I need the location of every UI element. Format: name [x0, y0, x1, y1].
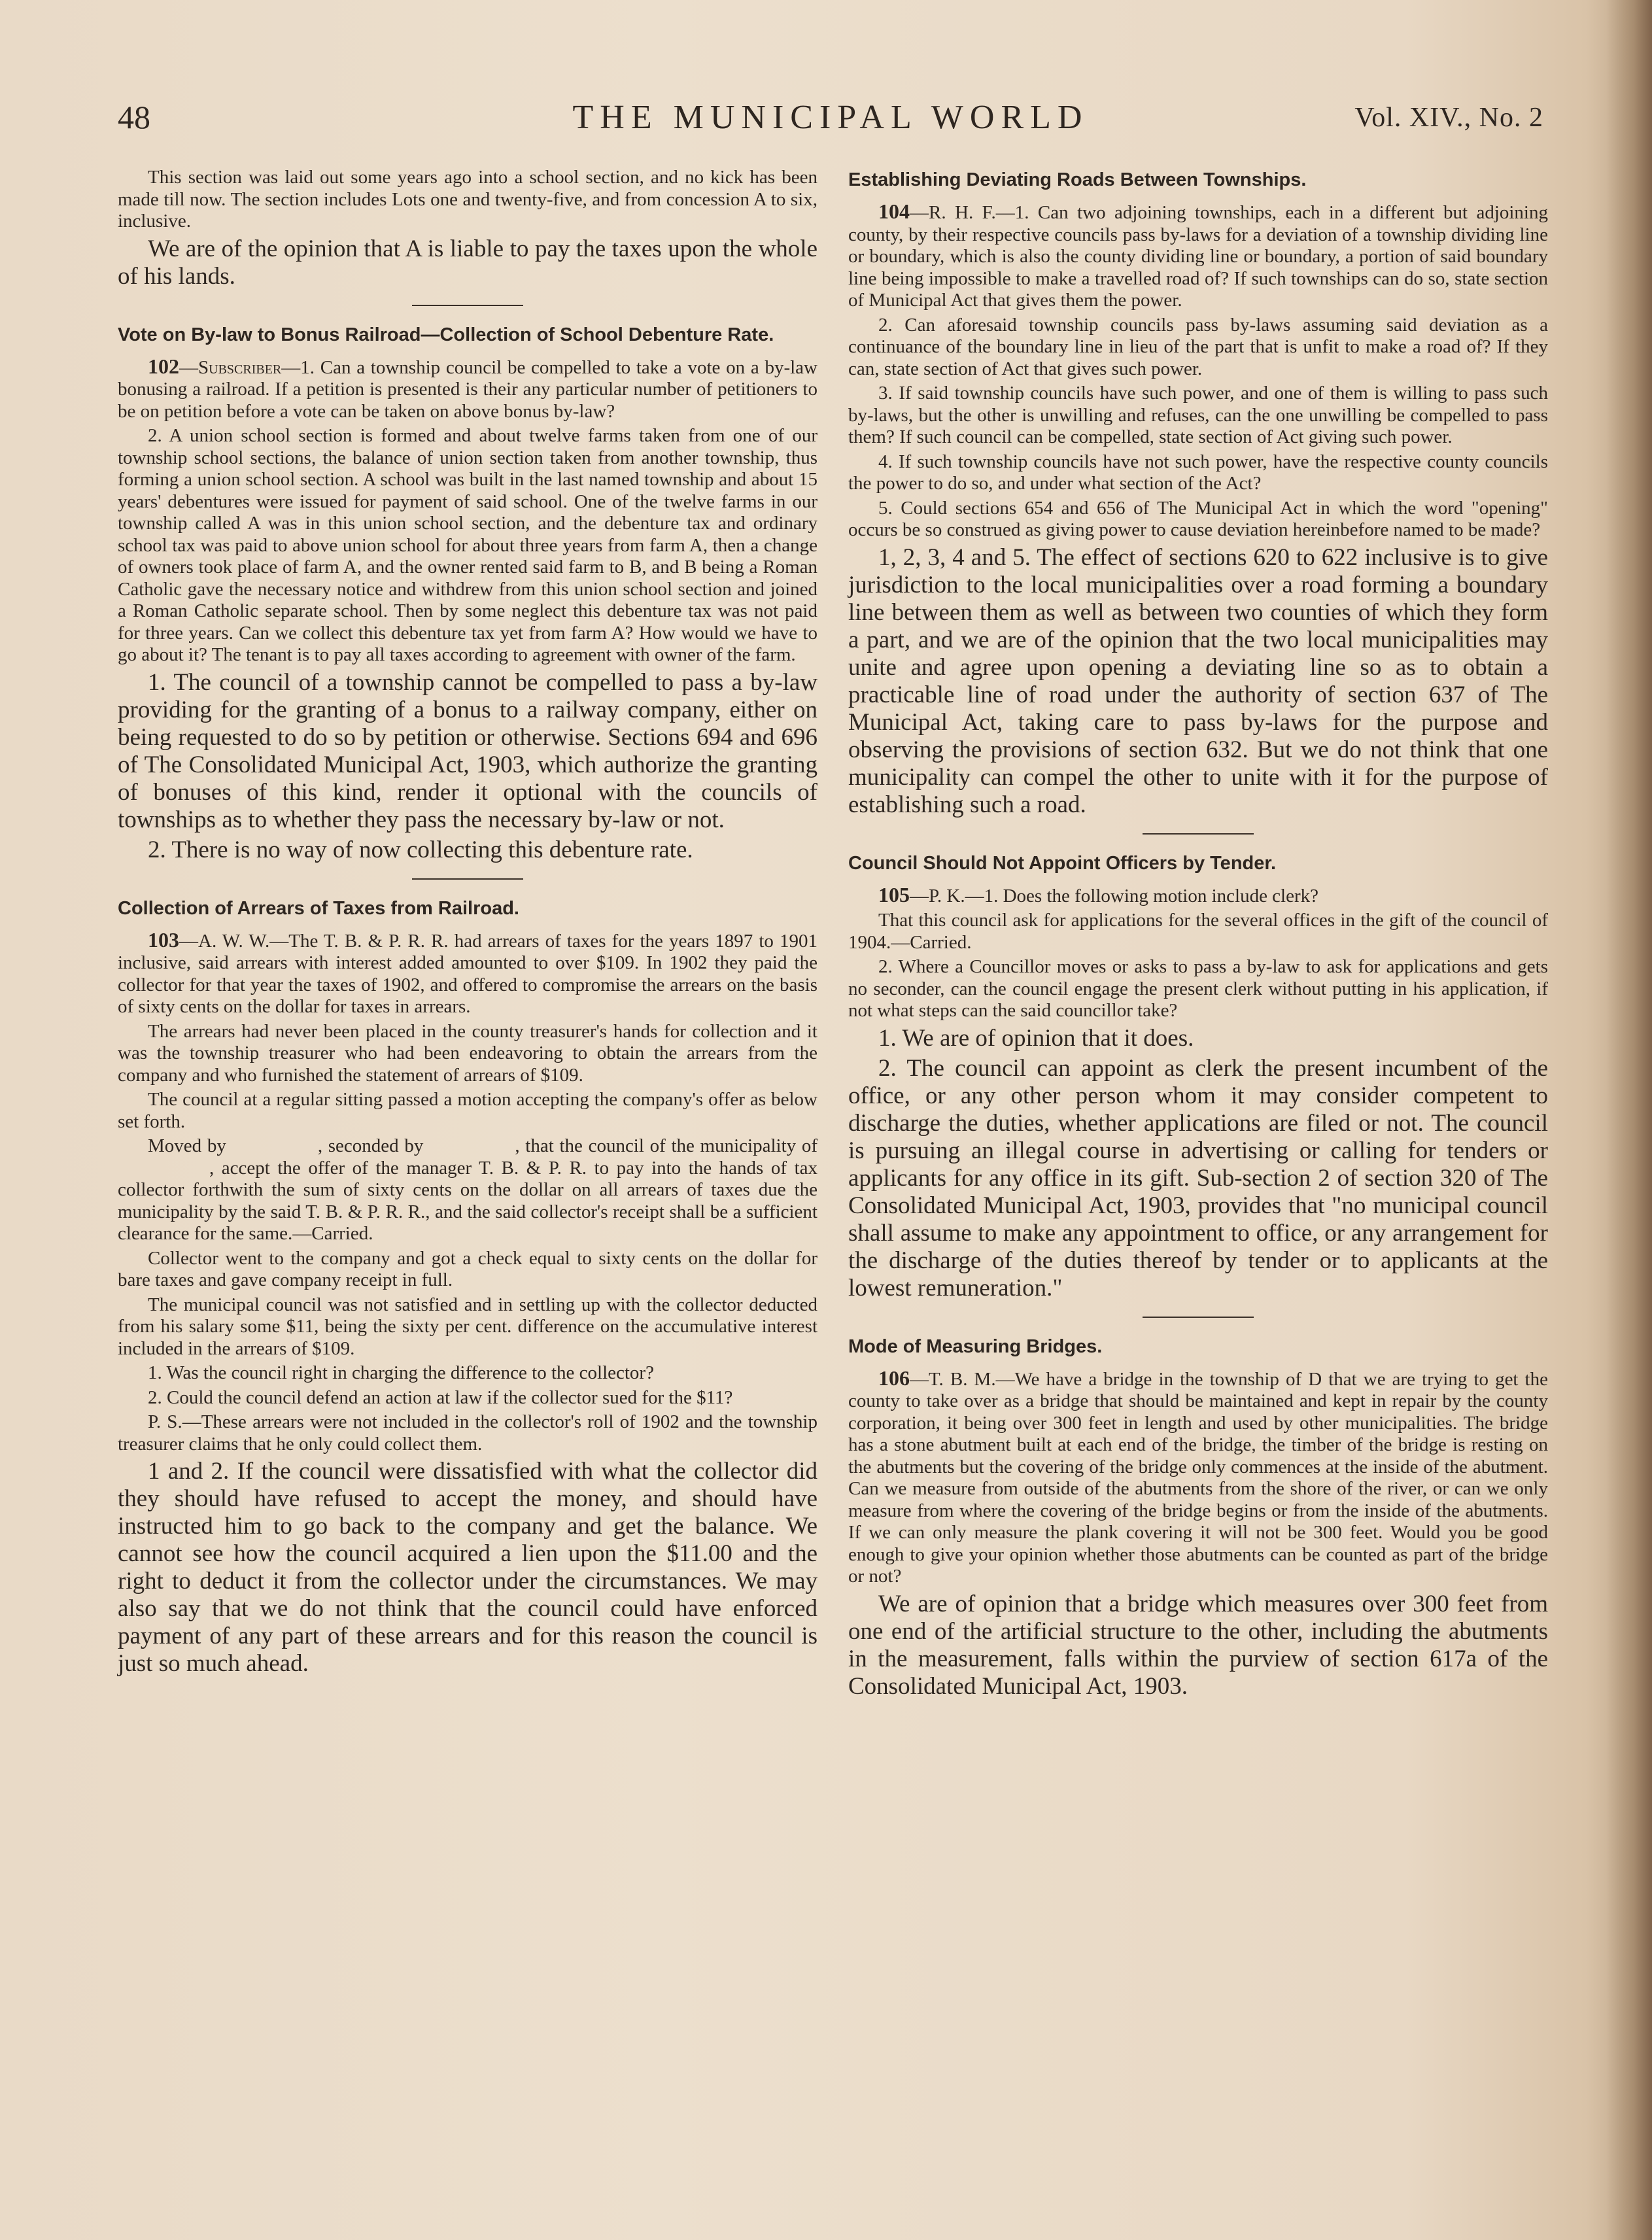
motion-text: , seconded by [317, 1135, 424, 1156]
intro-answer: We are of the opinion that A is liable to pay the taxes upon the whole of his lands. [118, 235, 817, 290]
question-105-part-1 [848, 884, 1548, 908]
page-header [118, 98, 1543, 144]
question-102-part-2: 2. A union school section is formed and about twelve farms taken from one of our township school sections, the balance of union section taken from another township, thus forming a union school section. A school was built in the last named township and about 15 years' debentures were issued for payment of said school. One of the twelve farms in our township called A was in this union school section, and the debenture tax and ordinary school tax was paid to above union school for about three years from farm A, then a change of owners took place of farm A, and the owner rented said farm to B, and B being a Roman Catholic gave the necessary notice and withdrew from this union school section and joined a Roman Catholic separate school. Then by some neglect this debenture tax was not paid for three years. Can we collect this debenture tax yet from farm A? How would we have to go about it? The tenant is to pay all taxes according to agreement with owner of the farm. [118, 425, 817, 665]
question-103-part-6: The municipal council was not satisfied and in settling up with the collector deducted from his salary some $11, being the sixty per cent. difference on the accumulative interest included in the arrears of $109. [118, 1294, 817, 1359]
section-heading-106: Mode of Measuring Bridges. [848, 1335, 1103, 1357]
question-106 [848, 1368, 1548, 1588]
intro-question: This section was laid out some years ago into a school section, and no kick has been made till now. The section includes Lots one and twenty-five, and from concession A to six, inclusive. [118, 167, 817, 232]
question-text: —T. B. M.—We have a bridge in the township of D that we are trying to get the county to take over as a bridge that should be maintained and kept in repair by the county corporation, it being over 300 feet in length and used by other municipalities. The bridge has a stone abutment built at each end of the bridge, the timber of the bridge is resting on the abutments but the covering of the bridge only commences at the inside of the abutment. Can we measure from outside of the abutments from the shore of the river, or can we only measure from where the covering of the bridge begins or from the inside of the abutments. If we can only measure the plank covering it will not be 300 feet. Would you be good enough to give your opinion whether those abutments can be counted as part of the bridge or not? [848, 1368, 1548, 1587]
question-105-part-2: That this council ask for applications for the several offices in the gift of the council of 1904.—Carried. [848, 910, 1548, 953]
motion-text: , that the council of the municipality of [515, 1135, 817, 1156]
answer-106: We are of opinion that a bridge which measures over 300 feet from one end of the artificial structure to the other, including the abutments in the measurement, falls within the purview of section 617a of the Consolidated Municipal Act, 1903. [848, 1590, 1548, 1700]
question-number: 103 [148, 927, 179, 952]
left-column [118, 167, 817, 1680]
question-number: 105 [878, 882, 910, 906]
question-103-part-3: The council at a regular sitting passed a motion accepting the company's offer as below set forth. [118, 1089, 817, 1132]
motion-text: , accept the offer of the manager T. B. & P. R. to pay into the hands of tax collector forthwith the sum of sixty cents on the dollar on all arrears of taxes due the municipality by the said T. B. & P. R. R., and the said collector's receipt shall be a sufficient clearance for the same.—Carried. [118, 1157, 817, 1244]
question-sender: —Subscriber— [179, 356, 301, 378]
question-text: —A. W. W.—The T. B. & P. R. R. had arrears of taxes for the years 1897 to 1901 inclusive, said arrears with interest added amounted to over $109. In 1902 they paid the collector for that year the taxes of 1902, and offered to compromise the arrears on the basis of sixty cents on the dollar for taxes in arrears. [118, 930, 817, 1017]
question-104-part-3: 3. If said township councils have such power, and one of them is willing to pass such by-laws, but the other is unwilling and refuses, can the one unwilling be compelled to pass them? If such council can be compelled, state section of Act giving such power. [848, 383, 1548, 447]
section-divider [1143, 833, 1254, 835]
section-divider [412, 878, 523, 880]
section-heading-104: Establishing Deviating Roads Between Townships. [848, 169, 1307, 190]
volume-number: Vol. XIV., No. 2 [1354, 103, 1543, 133]
question-103-part-2: The arrears had never been placed in the county treasurer's hands for collection and it was the township treasurer who had been endeavoring to obtain the arrears from the company and who furnished the statement of arrears of $109. [118, 1020, 817, 1086]
question-text: 1. Can a township council be compelled to take a vote on a by-law bonusing a railroad. If a petition is presented is their any particular number of petitioners to be on petition before a vote can be taken on above bonus by-law? [118, 356, 817, 422]
section-heading-105: Council Should Not Appoint Officers by Tender. [848, 852, 1277, 874]
answer-105-part-1: 1. We are of opinion that it does. [878, 1024, 1194, 1052]
section-divider [1143, 1317, 1254, 1318]
question-103-part-5: Collector went to the company and got a check equal to sixty cents on the dollar for bare taxes and gave company receipt in full. [118, 1247, 817, 1290]
section-divider [412, 305, 523, 306]
question-103-part-1 [118, 929, 817, 1018]
right-column [848, 167, 1548, 1703]
answer-102-part-1: 1. The council of a township cannot be compelled to pass a by-law providing for the granting of a bonus to a railway company, either on being requested to do so by petition or otherwise. Sections 694 and 696 of The Consolidated Municipal Act, 1903, which authorize the granting of bonuses of this kind, render it optional with the councils of townships as to whether they pass the necessary by-law or not. [118, 668, 817, 833]
answer-103: 1 and 2. If the council were dissatisfied with what the collector did they should have refused to accept the money, and should have instructed him to go back to the company and get the balance. We cannot see how the council acquired a lien upon the $11.00 and the right to deduct it from the collector under the circumstances. We may also say that we do not think that the council could have enforced payment of any part of these arrears and for this reason the council is just so much ahead. [118, 1458, 817, 1677]
question-104-part-4: 4. If such township councils have not such power, have the respective county councils the power to do so, and under what section of the Act? [848, 451, 1548, 494]
answer-102-part-2: 2. There is no way of now collecting this debenture rate. [148, 836, 693, 863]
question-103-motion [118, 1135, 817, 1245]
masthead-title: THE MUNICIPAL WORLD [572, 99, 1089, 136]
question-number: 104 [878, 199, 910, 223]
question-102-part-1 [118, 356, 817, 423]
question-text: —R. H. F.—1. Can two adjoining townships, each in a different but adjoining county, by their respective councils pass by-laws for a deviation of a township dividing line or boundary, which is also the county dividing line or boundary, a portion of said boundary line being impossible to make a travelled road of? If such townships can do so, state section of Municipal Act that gives them the power. [848, 202, 1548, 311]
question-104-part-5: 5. Could sections 654 and 656 of The Municipal Act in which the word "opening" occurs be so construed as giving power to cause deviation hereinbefore named to be made? [848, 497, 1548, 540]
answer-104: 1, 2, 3, 4 and 5. The effect of sections 620 to 622 inclusive is to give jurisdiction to the local municipalities over a road forming a boundary line between them as well as between two counties of which they form a part, and we are of the opinion that the two local municipalities may unite and agree upon opening a deviating line so as to obtain a practicable line of road under the authority of section 637 of The Municipal Act, taking care to pass by-laws for the purpose and observing the provisions of section 632. But we do not think that one municipality can compel the other to unite with it for the purpose of establishing such a road. [848, 543, 1548, 818]
question-text: —P. K.—1. Does the following motion include clerk? [910, 885, 1319, 906]
motion-text: Moved by [148, 1135, 226, 1156]
question-103-part-8: 2. Could the council defend an action at law if the collector sued for the $11? [148, 1387, 733, 1408]
page-spine-shadow [1606, 0, 1652, 2240]
question-104-part-1 [848, 201, 1548, 312]
page-number: 48 [118, 99, 150, 135]
answer-105-part-2: 2. The council can appoint as clerk the present incumbent of the office, or any other person whom it may consider competent to discharge the duties, whether applications are filed or not. The council is pursuing an illegal course in advertising or calling for tenders or applicants for any office in its gift. Sub-section 2 of section 320 of The Consolidated Municipal Act, 1903, provides that "no municipal council shall assume to make any appointment to office, or any arrangement for the discharge of the duties thereof by tender or to applicants at the lowest remuneration." [848, 1054, 1548, 1301]
section-heading-103: Collection of Arrears of Taxes from Railroad. [118, 897, 519, 919]
question-103-postscript: P. S.—These arrears were not included in the collector's roll of 1902 and the township treasurer claims that he only could collect them. [118, 1411, 817, 1455]
section-heading-102: Vote on By-law to Bonus Railroad—Collection of School Debenture Rate. [118, 324, 774, 345]
question-104-part-2: 2. Can aforesaid township councils pass by-laws assuming said deviation as a continuance of the boundary line in lieu of the part that is unfit to make a road of? If they can, state section of Act that gives such power. [848, 314, 1548, 379]
question-number: 106 [878, 1366, 910, 1390]
question-103-part-7: 1. Was the council right in charging the difference to the collector? [148, 1362, 654, 1383]
question-number: 102 [148, 354, 179, 378]
question-105-part-3: 2. Where a Councillor moves or asks to pass a by-law to ask for applications and gets no seconder, can the council engage the present clerk without putting in his application, if not what steps can the said councillor take? [848, 956, 1548, 1021]
